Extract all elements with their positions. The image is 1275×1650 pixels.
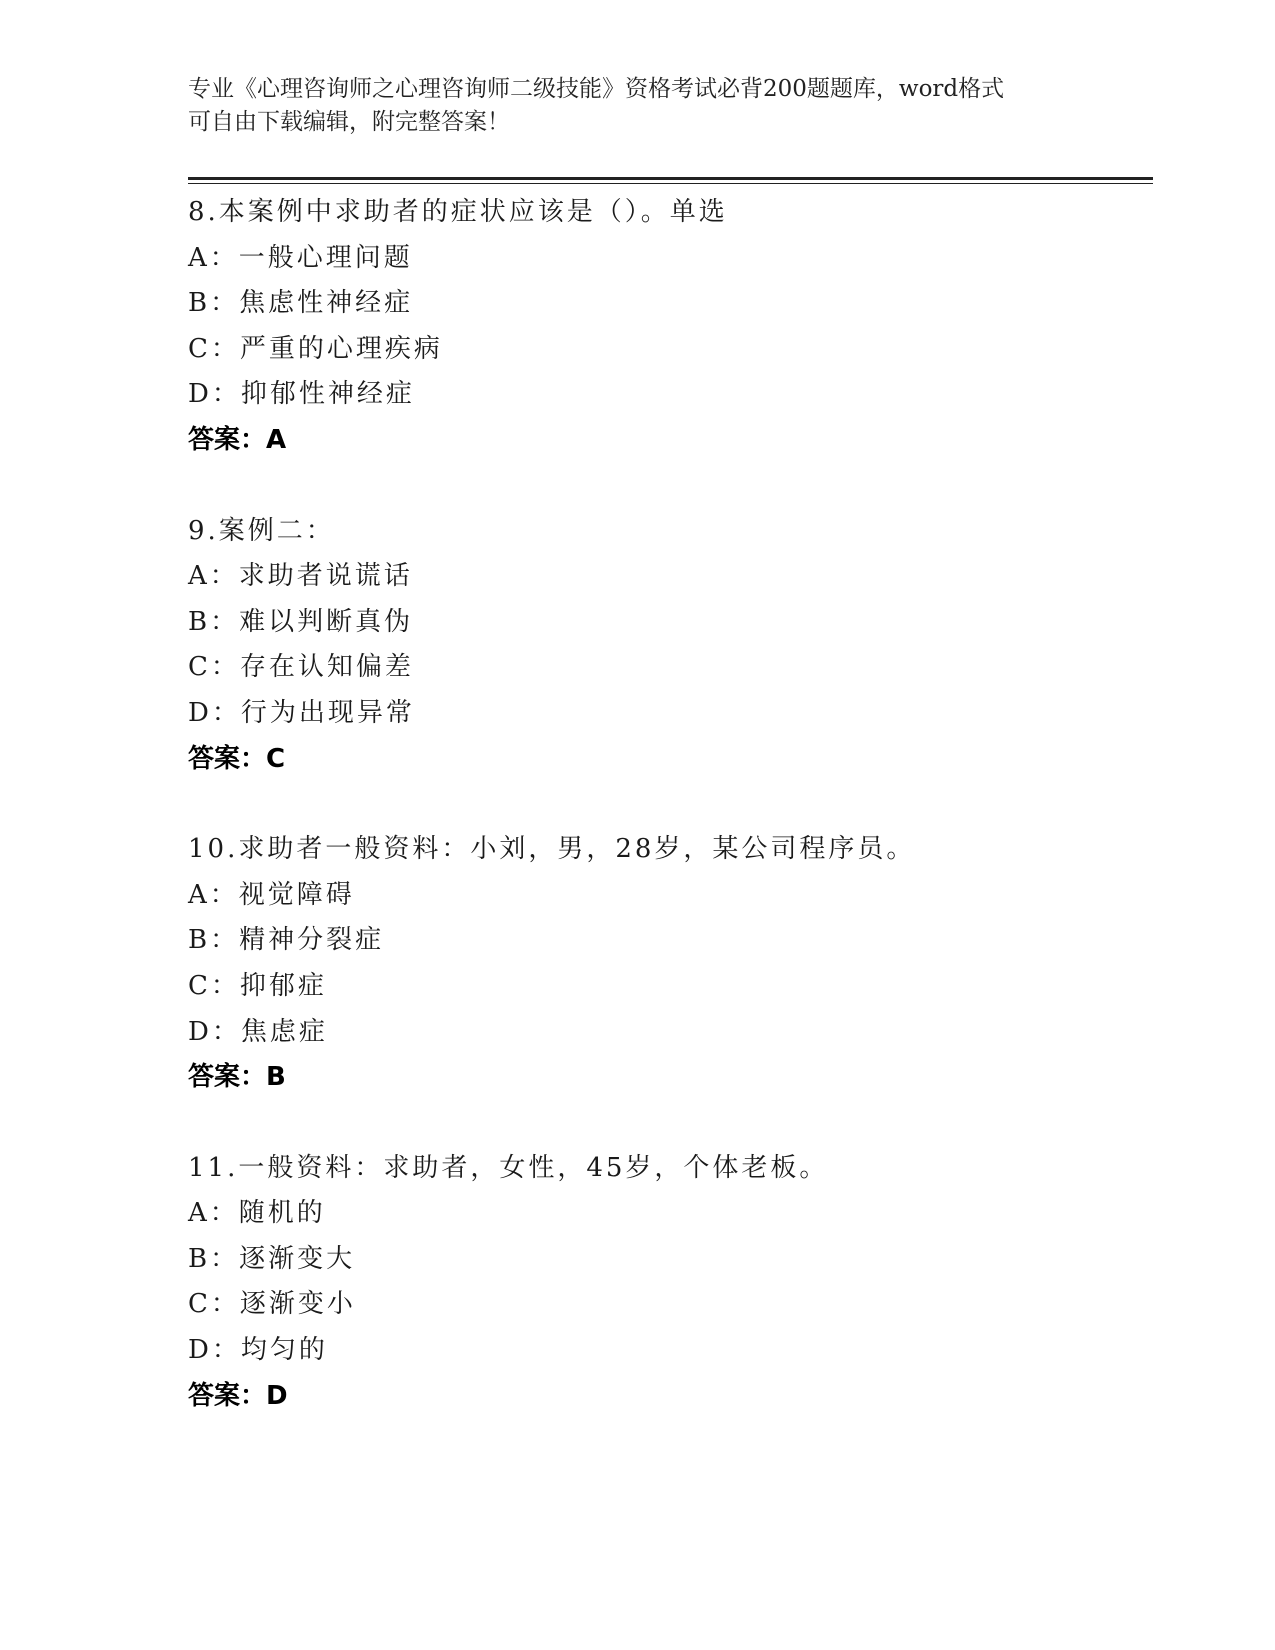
answer-line: 答案：C xyxy=(188,743,286,774)
question-title: 9.案例二： xyxy=(188,515,335,546)
header-divider-thick xyxy=(188,177,1153,180)
option-d: D：行为出现异常 xyxy=(188,697,415,728)
question-item xyxy=(188,1146,1153,1420)
option-b: B：难以判断真伪 xyxy=(188,606,414,637)
option-a: A：一般心理问题 xyxy=(188,242,413,273)
question-item xyxy=(188,827,1153,1101)
option-d: D：焦虑症 xyxy=(188,1016,328,1047)
answer-line: 答案：D xyxy=(188,1380,288,1411)
header-line-2: 可自由下载编辑，附完整答案！ xyxy=(188,109,510,135)
option-c: C：抑郁症 xyxy=(188,970,327,1001)
question-title: 8.本案例中求助者的症状应该是（）。单选 xyxy=(188,197,728,227)
option-d: D：均匀的 xyxy=(188,1335,328,1366)
option-c: C：存在认知偏差 xyxy=(188,652,414,683)
question-title: 11.一般资料：求助者，女性，45岁，个体老板。 xyxy=(188,1152,829,1183)
option-b: B：焦虑性神经症 xyxy=(188,288,414,319)
answer-line: 答案：A xyxy=(188,424,287,455)
document-header xyxy=(188,73,1068,139)
header-line-1: 专业《心理咨询师之心理咨询师二级技能》资格考试必背200题题库，word格式 xyxy=(188,76,1005,102)
question-item xyxy=(188,509,1153,783)
answer-line: 答案：B xyxy=(188,1062,286,1093)
option-d: D：抑郁性神经症 xyxy=(188,379,415,410)
option-a: A：视觉障碍 xyxy=(188,879,355,910)
option-c: C：逐渐变小 xyxy=(188,1289,356,1320)
question-item xyxy=(188,190,1153,464)
header-divider-thin xyxy=(188,183,1153,184)
option-a: A：求助者说谎话 xyxy=(188,561,413,592)
option-c: C：严重的心理疾病 xyxy=(188,333,443,364)
option-a: A：随机的 xyxy=(188,1198,326,1229)
option-b: B：逐渐变大 xyxy=(188,1243,356,1274)
option-b: B：精神分裂症 xyxy=(188,925,385,956)
question-list xyxy=(188,190,1153,1464)
question-title: 10.求助者一般资料：小刘，男，28岁，某公司程序员。 xyxy=(188,834,916,865)
